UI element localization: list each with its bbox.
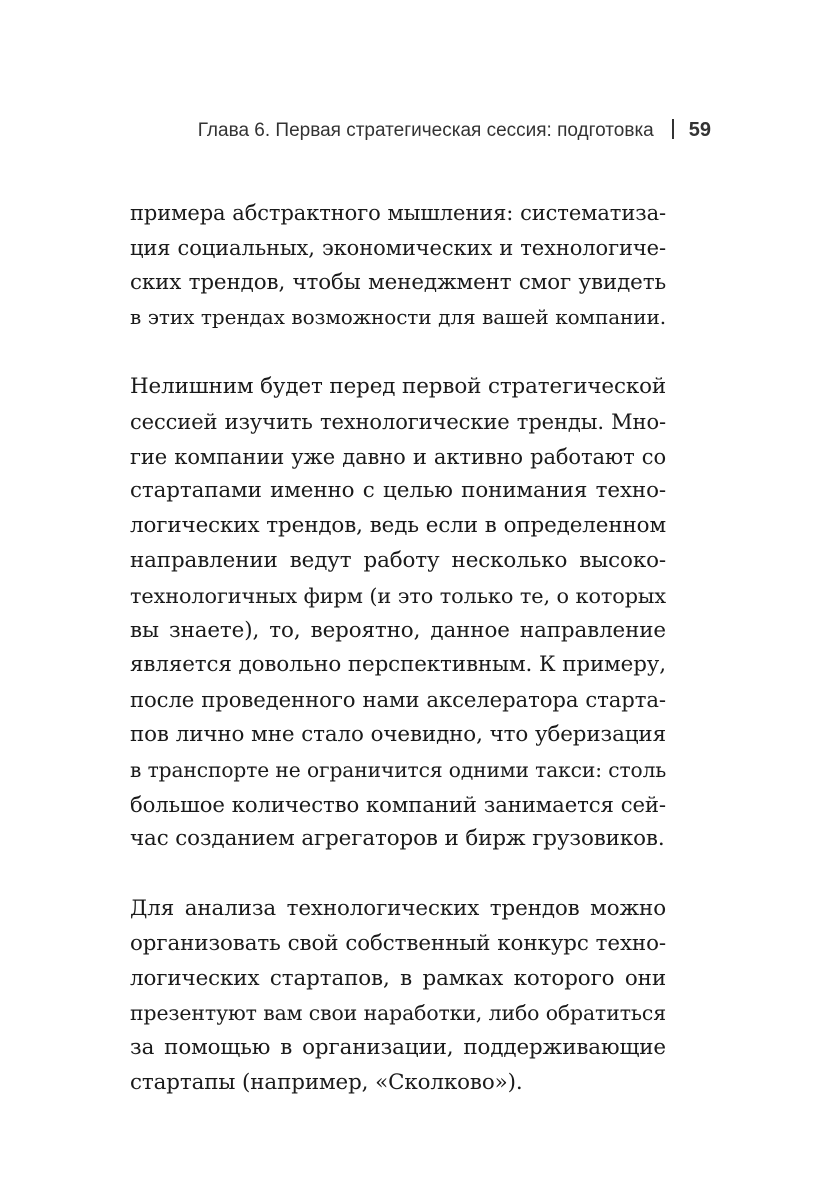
text-line: организовать свой собственный конкурс техно- (130, 930, 666, 956)
text-line: технологичных фирм (и это только те, о которых (130, 583, 666, 608)
text-line: за помощью в организации, поддерживающие (130, 1035, 666, 1061)
text-line: логических стартапов, в рамках которого они (130, 965, 666, 991)
text-line: большое количество компаний занимается сей- (130, 791, 666, 817)
paragraph-2 (130, 370, 666, 857)
text-line: после проведенного нами акселератора старта- (130, 687, 666, 713)
text-line: Для анализа технологических трендов можно (130, 895, 666, 921)
text-line: Нелишним будет перед первой стратегической (130, 373, 667, 399)
page-number: 59 (688, 119, 711, 141)
text-line: направлении ведут работу несколько высоко- (130, 547, 666, 573)
page-body (130, 196, 666, 1101)
header-separator (672, 119, 674, 139)
text-line: пов лично мне стало очевидно, что уберизация (130, 721, 666, 747)
text-line: в этих трендах возможности для вашей компании. (130, 305, 666, 330)
text-line: примера абстрактного мышления: систематиза- (130, 201, 666, 225)
text-line: логических трендов, ведь если в определенном (130, 513, 666, 539)
text-line: гие компании уже давно и активно работают со (130, 444, 666, 469)
text-line: вы знаете), то, вероятно, данное направление (130, 617, 666, 643)
paragraph-1 (130, 196, 666, 335)
text-line: час созданием агрегаторов и бирж грузовиков. (130, 826, 665, 852)
text-line: стартапами именно с целью понимания техно- (130, 478, 666, 504)
text-line: сессией изучить технологические тренды. Мно- (130, 409, 666, 434)
text-line: в транспорте не ограничится одними такси: столь (130, 757, 667, 782)
text-line: является довольно перспективным. К примеру, (130, 652, 666, 678)
text-line: ция социальных, экономических и технологиче- (130, 235, 666, 260)
text-line: стартапы (например, «Сколково»). (130, 1069, 523, 1095)
chapter-title: Глава 6. Первая стратегическая сессия: подготовка (197, 120, 654, 141)
text-line: ских трендов, чтобы менеджмент смог увидеть (130, 269, 666, 295)
paragraph-3 (130, 892, 666, 1101)
text-line: презентуют вам свои наработки, либо обратиться (130, 1001, 666, 1026)
running-header (120, 116, 711, 142)
